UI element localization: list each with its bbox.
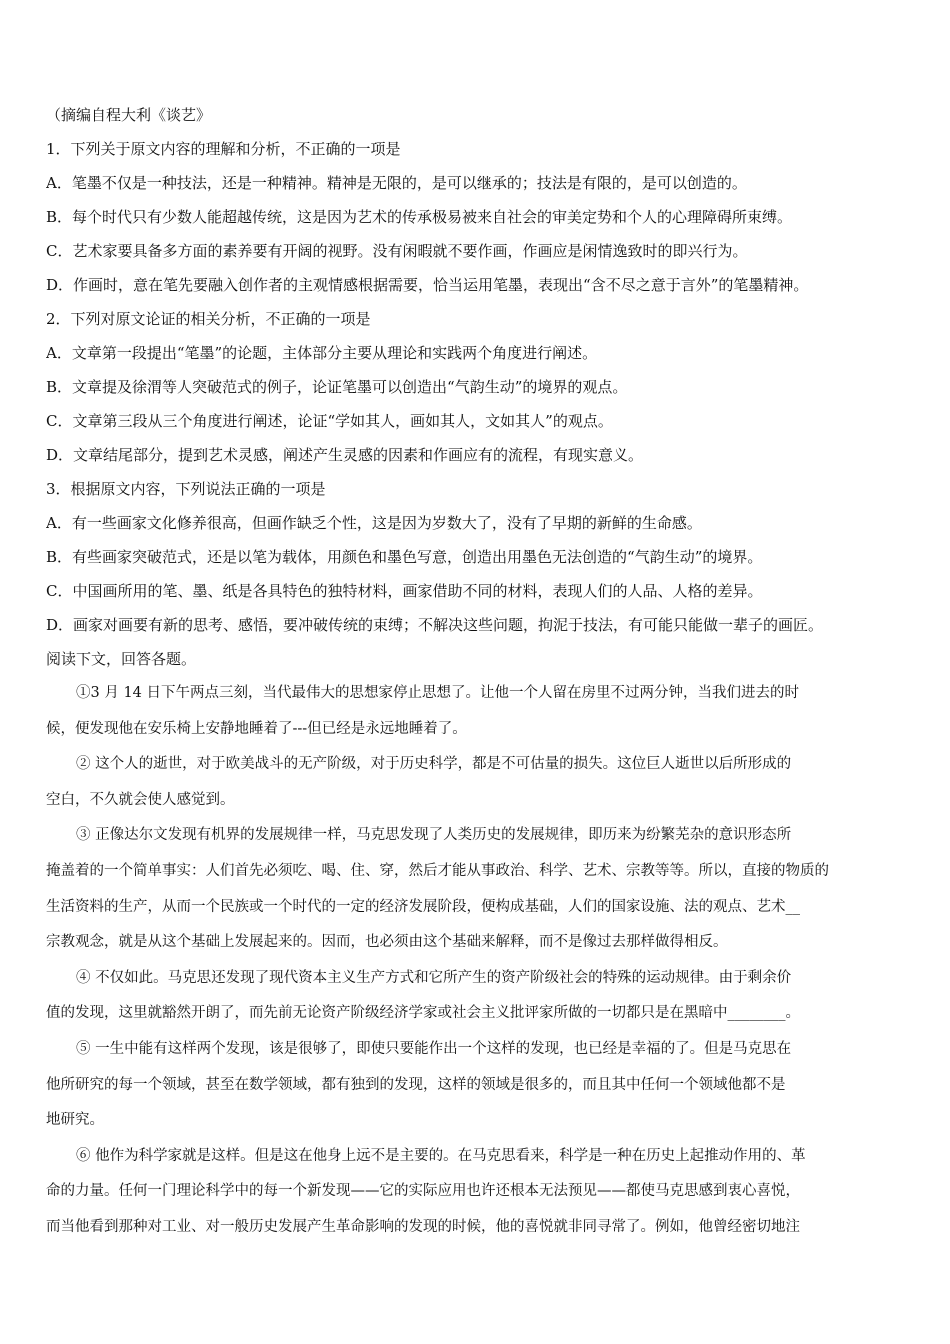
passage-line: ⑤ 一生中能有这样两个发现，该是很够了，即使只要能作出一个这样的发现，也已经是幸福的了。但是马克思在 (76, 1040, 792, 1057)
question-1 (46, 132, 908, 302)
passage-paragraph (46, 676, 908, 747)
passage-line: ④ 不仅如此。马克思还发现了现代资本主义生产方式和它所产生的资产阶级社会的特殊的运动规律。由于剩余价 (76, 969, 792, 986)
question-stem: 1．下列关于原文内容的理解和分析，不正确的一项是 (46, 140, 401, 158)
option-c: C．艺术家要具备多方面的素养要有开阔的视野。没有闲暇就不要作画，作画应是闲情逸致时的即兴行为。 (46, 242, 748, 260)
passage-line: 空白，不久就会使人感觉到。 (46, 791, 235, 808)
source-citation: （摘编自程大利《谈艺》 (46, 106, 212, 124)
option-a: A．文章第一段提出“笔墨”的论题，主体部分主要从理论和实践两个角度进行阐述。 (46, 344, 598, 362)
passage-line: 候，便发现他在安乐椅上安静地睡着了---但已经是永远地睡着了。 (46, 720, 467, 737)
passage-line: 掩盖着的一个简单事实：人们首先必须吃、喝、住、穿，然后才能从事政治、科学、艺术、宗教等等。所以，直接的物质的 (46, 862, 829, 879)
question-3 (46, 472, 908, 642)
question-2 (46, 302, 908, 472)
passage-paragraph (46, 1139, 908, 1246)
option-b: B．每个时代只有少数人能超越传统，这是因为艺术的传承极易被来自社会的审美定势和个人的心理障碍所束缚。 (46, 208, 793, 226)
document-page (46, 98, 908, 1246)
question-stem: 2．下列对原文论证的相关分析，不正确的一项是 (46, 310, 371, 328)
passage-line: ③ 正像达尔文发现有机界的发展规律一样，马克思发现了人类历史的发展规律，即历来为纷繁芜杂的意识形态所 (76, 827, 792, 844)
passage-line: 生活资料的生产，从而一个民族或一个时代的一定的经济发展阶段，便构成基础，人们的国家设施、法的观点、艺术__ (46, 898, 800, 915)
passage (46, 676, 908, 1246)
option-c: C．中国画所用的笔、墨、纸是各具特色的独特材料，画家借助不同的材料，表现人们的人品、人格的差异。 (46, 582, 763, 600)
passage-line: 而当他看到那种对工业、对一般历史发展产生革命影响的发现的时候，他的喜悦就非同寻常了。例如，他曾经密切地注 (46, 1218, 800, 1235)
option-c: C．文章第三段从三个角度进行阐述，论证“学如其人，画如其人，文如其人”的观点。 (46, 412, 613, 430)
reading-intro: 阅读下文，回答各题。 (46, 650, 197, 668)
option-b: B．有些画家突破范式，还是以笔为载体，用颜色和墨色写意，创造出用墨色无法创造的“气韵生动”的境界。 (46, 548, 763, 566)
option-d: D．画家对画要有新的思考、感悟，要冲破传统的束缚；不解决这些问题，拘泥于技法，有可能只能做一辈子的画匠。 (46, 616, 824, 634)
option-b: B．文章提及徐渭等人突破范式的例子，论证笔墨可以创造出“气韵生动”的境界的观点。 (46, 378, 628, 396)
option-d: D．作画时，意在笔先要融入创作者的主观情感根据需要，恰当运用笔墨，表现出“含不尽之意于言外”的笔墨精神。 (46, 276, 809, 294)
passage-line: ② 这个人的逝世，对于欧美战斗的无产阶级，对于历史科学，都是不可估量的损失。这位巨人逝世以后所形成的 (76, 756, 792, 773)
passage-line: 地研究。 (46, 1112, 104, 1129)
passage-line: ①3 月 14 日下午两点三刻，当代最伟大的思想家停止思想了。让他一个人留在房里不过两分钟，当我们进去的时 (76, 685, 799, 701)
passage-line: 宗教观念，就是从这个基础上发展起来的。因而，也必须由这个基础来解释，而不是像过去那样做得相反。 (46, 934, 728, 951)
option-a: A．有一些画家文化修养很高，但画作缺乏个性，这是因为岁数大了，没有了早期的新鲜的生命感。 (46, 514, 702, 532)
question-stem: 3．根据原文内容，下列说法正确的一项是 (46, 480, 326, 498)
passage-paragraph (46, 818, 908, 960)
passage-paragraph (46, 961, 908, 1032)
option-d: D．文章结尾部分，提到艺术灵感，阐述产生灵感的因素和作画应有的流程，有现实意义。 (46, 446, 644, 464)
passage-paragraph (46, 1032, 908, 1139)
passage-line: 值的发现，这里就豁然开朗了，而先前无论资产阶级经济学家或社会主义批评家所做的一切都只是在黑暗中________。 (46, 1005, 800, 1022)
passage-line: ⑥ 他作为科学家就是这样。但是这在他身上远不是主要的。在马克思看来，科学是一种在历史上起推动作用的、革 (76, 1147, 806, 1164)
passage-line: 命的力量。任何一门理论科学中的每一个新发现——它的实际应用也许还根本无法预见——都使马克思感到衷心喜悦， (46, 1183, 800, 1200)
passage-paragraph (46, 747, 908, 818)
option-a: A．笔墨不仅是一种技法，还是一种精神。精神是无限的，是可以继承的；技法是有限的，是可以创造的。 (46, 174, 747, 192)
passage-line: 他所研究的每一个领域，甚至在数学领域，都有独到的发现，这样的领域是很多的，而且其中任何一个领域他都不是 (46, 1076, 786, 1093)
